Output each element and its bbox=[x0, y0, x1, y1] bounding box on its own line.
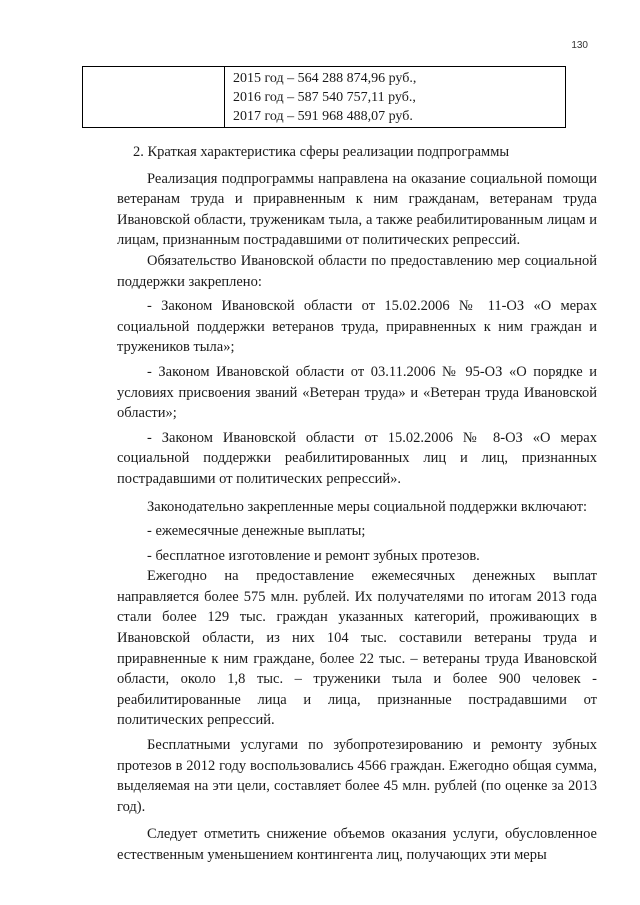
section-heading: 2. Краткая характеристика сферы реализации подпрограммы bbox=[133, 144, 510, 160]
paragraph: Законодательно закрепленные меры социальной поддержки включают: bbox=[147, 498, 588, 515]
paragraph: Реализация подпрограммы направлена на оказание социальной помощи ветеранам труда и приравненным к ним гражданам, ветеранам труда Ивановской области, труженикам тыла, а также реабилитированным лицам и лицам, признанным пострадавшими от политических репрессий. bbox=[117, 170, 597, 249]
list-item: - ежемесячные денежные выплаты; bbox=[147, 523, 366, 540]
law-item: - Законом Ивановской области от 15.02.2006 № 11-ОЗ «О мерах социальной поддержки ветеранов труда, приравненных к ним граждан и тружеников тыла»; bbox=[117, 298, 597, 356]
paragraph: Обязательство Ивановской области по предоставлению мер социальной поддержки закреплено: bbox=[117, 252, 597, 290]
list-item: - бесплатное изготовление и ремонт зубных протезов. bbox=[147, 547, 480, 564]
section-content bbox=[117, 142, 597, 866]
law-item: - Законом Ивановской области от 15.02.2006 № 8-ОЗ «О мерах социальной поддержки реабилитированных лиц и лиц, признанных пострадавшими от политических репрессий». bbox=[117, 429, 597, 487]
funding-2017: 2017 год – 591 968 488,07 руб. bbox=[233, 109, 413, 124]
table-cell-empty bbox=[83, 67, 225, 128]
funding-2015: 2015 год – 564 288 874,96 руб., bbox=[233, 71, 417, 86]
funding-2016: 2016 год – 587 540 757,11 руб., bbox=[233, 90, 416, 105]
page-number: 130 bbox=[571, 40, 588, 51]
law-item: - Законом Ивановской области от 03.11.2006 № 95-ОЗ «О порядке и условиях присвоения званий «Ветеран труда» и «Ветеран труда Ивановской области»; bbox=[117, 363, 597, 422]
paragraph: Бесплатными услугами по зубопротезированию и ремонту зубных протезов в 2012 году воспользовались 4566 граждан. Ежегодно общая сумма, выделяемая на эти цели, составляет более 45 млн. рублей (по оценке за 2013 год). bbox=[117, 737, 597, 815]
table-cell-values bbox=[225, 67, 566, 128]
paragraph: Следует отметить снижение объемов оказания услуги, обусловленное естественным уменьшением контингента лиц, получающих эти меры bbox=[117, 826, 597, 863]
table-row bbox=[83, 67, 566, 128]
paragraph: Ежегодно на предоставление ежемесячных денежных выплат направляется более 575 млн. рублей. Их получателями по итогам 2013 года стали более 129 тыс. граждан указанных категорий, проживающих в Ивановской области, из них 104 тыс. составили ветераны труда и приравненные к ним граждане, более 22 тыс. – ветераны труда Ивановской области, около 1,8 тыс. – труженики тыла и более 900 человек - реабилитированные лица и лица, признанные пострадавшими от политических репрессий. bbox=[117, 568, 597, 729]
funding-table bbox=[82, 66, 566, 128]
